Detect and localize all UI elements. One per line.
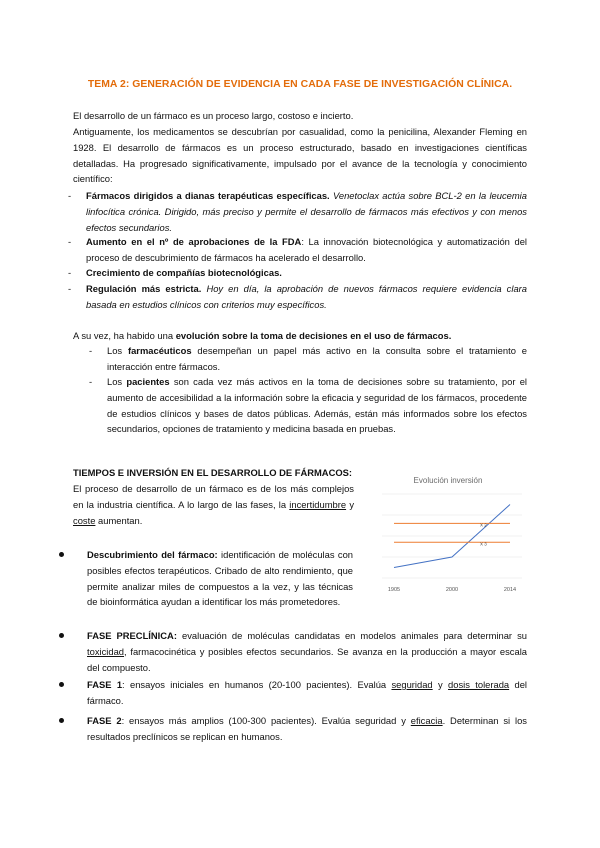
item-heading: Aumento en el nº de aprobaciones de la FDA [86, 236, 302, 247]
item-heading: pacientes [126, 376, 170, 387]
item-heading: farmacéuticos [127, 345, 192, 356]
bullet-text: , farmacocinética y posibles efectos secundarios. Se avanza en la producción a mayor escala del compuesto. [87, 645, 527, 673]
section2-paragraph [73, 481, 354, 528]
x-tick-label: 2000 [445, 587, 459, 593]
item-heading: Fármacos dirigidos a dianas terapéuticas específicas. [86, 190, 330, 201]
bullet-preclinical [87, 628, 527, 675]
bullet-dot [59, 633, 64, 638]
item-text: son cada vez más activos en la toma de decisiones sobre su tratamiento, por el aumento de accesibilidad a la información sobre la eficacia y seguridad de los fármacos, procedente de estudios clínicos y bases de datos públicas. Además, están más informados sobre los efectos secundarios, opciones de tratamiento y medicina basada en pruebas. [107, 376, 527, 435]
list-item-biotech-growth [68, 265, 527, 281]
bullet-heading: FASE 1 [87, 679, 123, 690]
bullet-text: del fármaco. [87, 679, 527, 706]
section2-text: aumentan. [95, 514, 143, 526]
bullet-drug-discovery [87, 547, 353, 610]
bullet-text: y [432, 679, 449, 690]
intro-paragraph-1: El desarrollo de un fármaco es un proceso largo, costoso e incierto. [73, 110, 354, 121]
bullet-text: evaluación de moléculas candidatas en modelos animales para determinar su [176, 630, 527, 641]
list-item-regulation [68, 281, 527, 313]
list-item-patients [89, 374, 527, 437]
evolution-bold: evolución sobre la toma de decisiones en el uso de fármacos. [175, 330, 452, 341]
bullet-dot [59, 552, 64, 557]
chart-annotation: X 3 [480, 541, 487, 547]
underlined-tolerated-dose: dosis tolerada [448, 679, 510, 690]
underlined-safety: seguridad [391, 679, 433, 690]
bullet-text: . Determinan si los resultados preclínicos se replican en humanos. [87, 715, 527, 742]
bullet-phase-1 [87, 677, 527, 709]
bullet-text: identificación de moléculas con posibles efectos terapéuticos. Cribado de alto rendimiento, que permite analizar miles de compuestos a la vez, y las técnicas de bioinformática ayudan a identificar los más prometedores. [87, 549, 354, 608]
investment-line-chart [366, 466, 530, 598]
dash-marker: - [68, 267, 72, 278]
item-text: : La innovación biotecnológica y automatización del proceso de descubrimiento de fármacos ha acelerado el desarrollo. [86, 236, 527, 263]
evolution-pre: A su vez, ha habido una [73, 330, 176, 341]
item-heading: Regulación más estricta. [86, 283, 202, 294]
evolution-intro [73, 328, 533, 344]
list-item-fda-approvals [68, 234, 527, 266]
list-item-targeted-drugs [68, 188, 527, 235]
item-pre: Los [107, 376, 127, 387]
section2-text: y [346, 498, 355, 510]
page-title: TEMA 2: GENERACIÓN DE EVIDENCIA EN CADA FASE DE INVESTIGACIÓN CLÍNICA. [87, 79, 513, 90]
underlined-efficacy: eficacia [410, 715, 443, 726]
bullet-dot [59, 718, 64, 723]
underlined-uncertainty: incertidumbre [289, 498, 347, 510]
underlined-toxicity: toxicidad [87, 645, 125, 657]
list-item-pharmacists [89, 343, 527, 375]
item-text: Hoy en día, la aprobación de nuevos fármacos requiere evidencia clara basada en estudios clínicos con criterios muy específicos. [86, 283, 527, 310]
bullet-text: : ensayos más amplios (100-300 pacientes). Evalúa seguridad y [121, 715, 411, 726]
bullet-heading: Descubrimiento del fármaco: [87, 549, 218, 560]
bullet-heading: FASE PRECLÍNICA: [87, 630, 177, 641]
underlined-cost: coste [73, 514, 96, 526]
item-text: desempeñan un papel más activo en la consulta sobre el tratamiento e interacción entre fármacos. [107, 345, 527, 372]
dash-marker: - [68, 190, 72, 201]
bullet-dot [59, 682, 64, 687]
section2-text: El proceso de desarrollo de un fármaco es de los más complejos en la industria científica. A lo largo de las fases, la [73, 483, 354, 510]
item-heading: Crecimiento de compañías biotecnológicas. [86, 267, 282, 278]
chart-annotation: X 2 [480, 522, 487, 528]
bullet-phase-2 [87, 713, 527, 745]
dash-marker: - [89, 345, 93, 356]
x-tick-label: 2014 [503, 587, 517, 593]
bullet-text: : ensayos iniciales en humanos (20-100 pacientes). Evalúa [122, 679, 392, 690]
dash-marker: - [68, 283, 72, 294]
intro-paragraph-2: Antiguamente, los medicamentos se descubrían por casualidad, como la penicilina, Alexander Fleming en 1928. El desarrollo de fármacos es un proceso estructurado, basado en investigaciones científicas detalladas. Ha progresado significativamente, impulsado por el avance de la tecnología y conocimiento científico: [73, 126, 527, 185]
item-pre: Los [107, 345, 128, 356]
dash-marker: - [68, 236, 72, 247]
bullet-heading: FASE 2 [87, 715, 122, 726]
chart-title: Evolución inversión [413, 476, 483, 485]
item-text: Venetoclax actúa sobre BCL-2 en la leucemia linfocítica crónica. Dirigido, más preciso y permite el desarrollo de fármacos más efectivos y con menos efectos secundarios. [86, 190, 527, 233]
dash-marker: - [89, 376, 93, 387]
section-heading-time-investment: TIEMPOS E INVERSIÓN EN EL DESARROLLO DE FÁRMACOS: [73, 467, 353, 478]
x-tick-label: 1905 [387, 587, 401, 593]
